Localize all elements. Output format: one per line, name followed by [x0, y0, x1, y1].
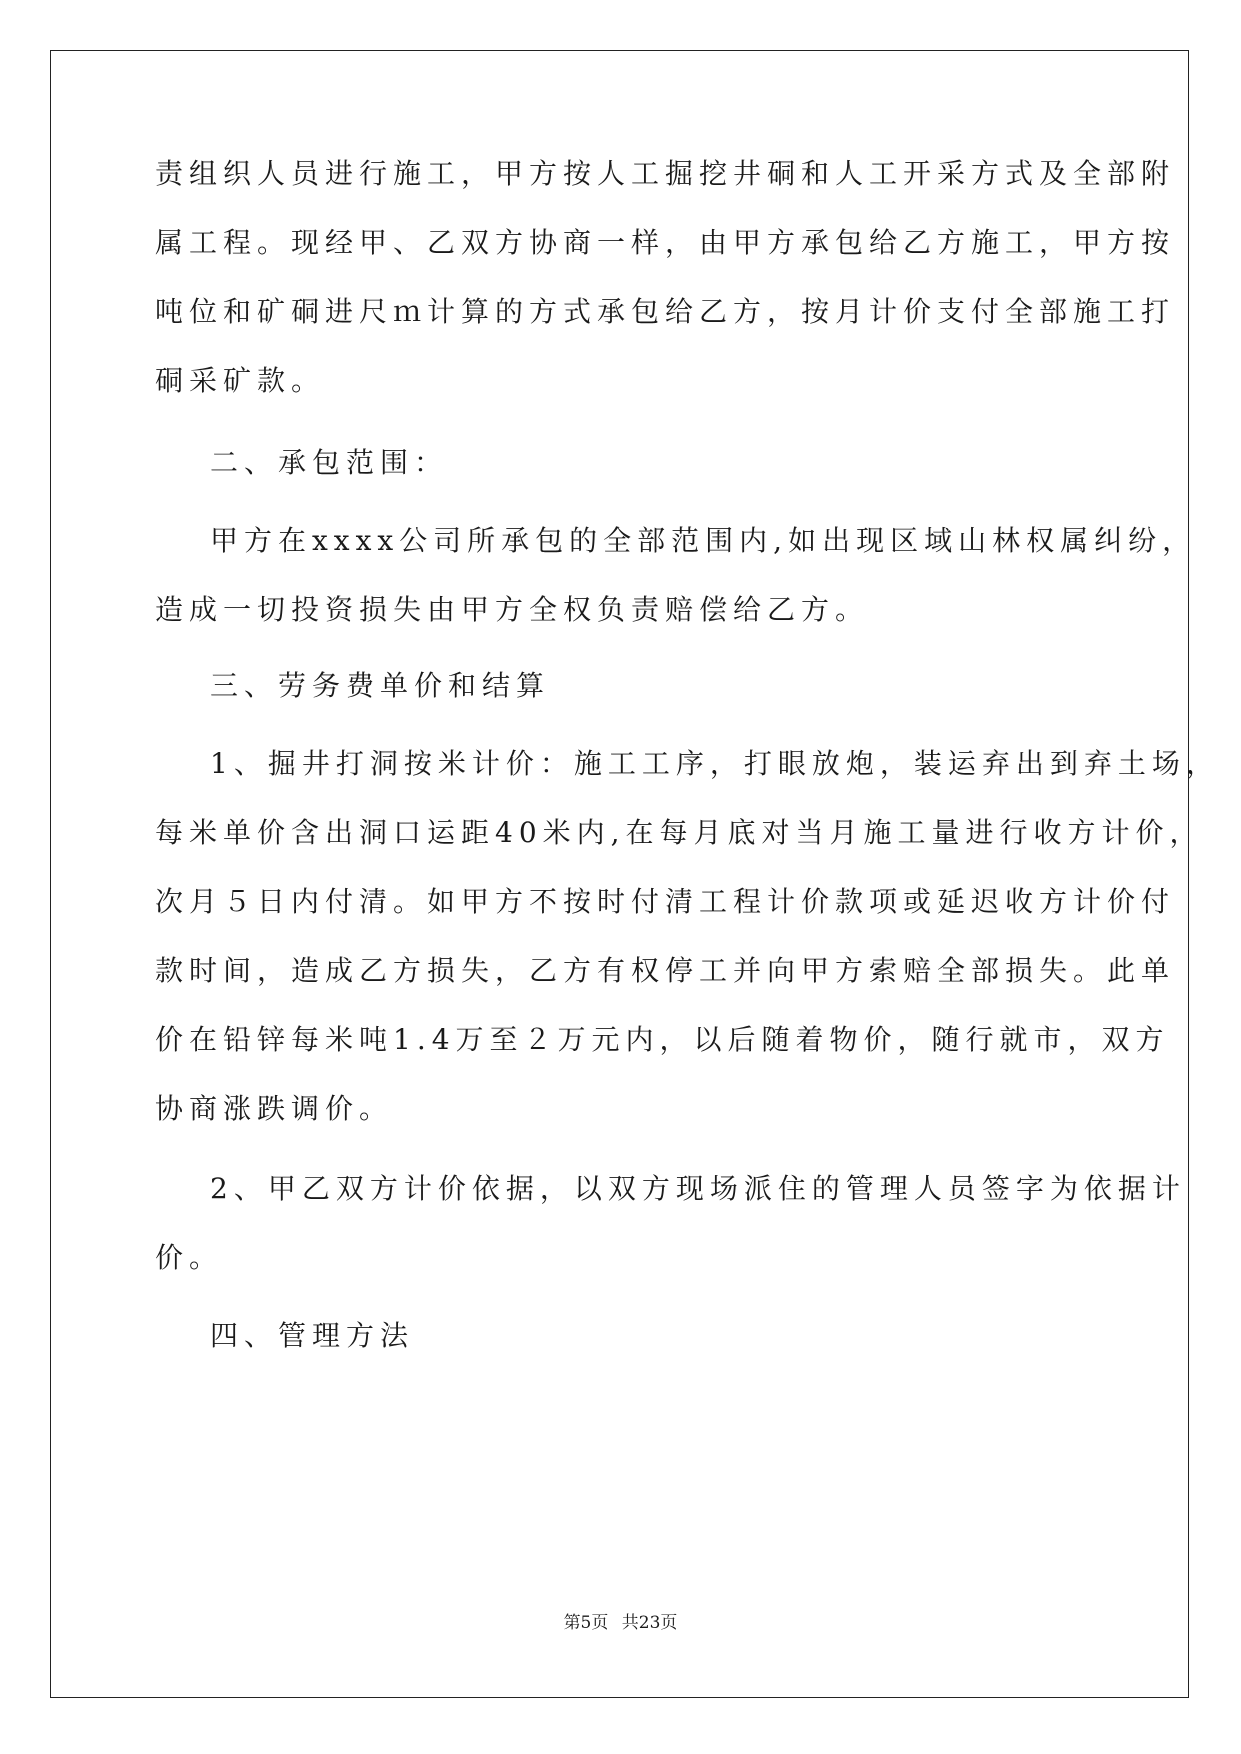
body-line-15: 2、甲乙双方计价依据，以双方现场派住的管理人员签字为依据计	[210, 1172, 1186, 1205]
body-line-1: 责组织人员进行施工，甲方按人工掘挖井硐和人工开采方式及全部附	[155, 157, 1176, 190]
body-line-6: 甲方在xxxx公司所承包的全部范围内,如出现区域山林权属纠纷，	[210, 524, 1197, 557]
body-line-2: 属工程。现经甲、乙双方协商一样，由甲方承包给乙方施工，甲方按	[155, 226, 1176, 259]
body-line-13: 价在铅锌每米吨1.4万至２万元内，以后随着物价，随行就市，双方	[155, 1023, 1170, 1056]
body-line-11: 次月５日内付清。如甲方不按时付清工程计价款项或延迟收方计价付	[155, 885, 1176, 918]
body-line-14: 协商涨跌调价。	[155, 1092, 394, 1125]
section-heading-3: 三、劳务费单价和结算	[210, 669, 551, 702]
body-line-7: 造成一切投资损失由甲方全权负责赔偿给乙方。	[155, 593, 870, 626]
body-line-16: 价。	[155, 1241, 224, 1274]
body-line-9: 1、掘井打洞按米计价：施工工序，打眼放炮，装运弃出到弃土场，	[210, 747, 1220, 780]
page-number: 第5页	[563, 1613, 609, 1633]
body-line-10: 每米单价含出洞口运距40米内,在每月底对当月施工量进行收方计价，	[155, 816, 1204, 849]
section-heading-2: 二、承包范围：	[210, 446, 449, 479]
body-line-12: 款时间，造成乙方损失，乙方有权停工并向甲方索赔全部损失。此单	[155, 954, 1176, 987]
page-total: 共23页	[621, 1613, 678, 1633]
body-line-3: 吨位和矿硐进尺ｍ计算的方式承包给乙方，按月计价支付全部施工打	[155, 295, 1176, 328]
section-heading-4: 四、管理方法	[210, 1319, 415, 1352]
page-footer	[0, 1608, 1241, 1633]
body-line-4: 硐采矿款。	[155, 364, 326, 397]
